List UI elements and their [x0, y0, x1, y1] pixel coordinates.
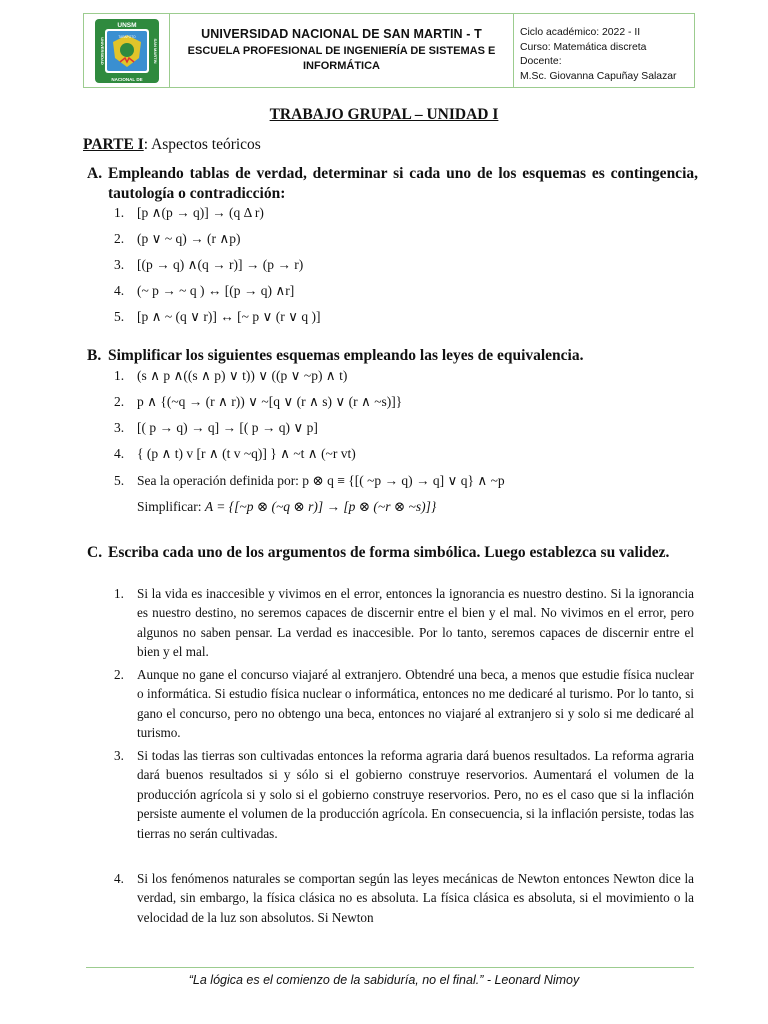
section-heading-text: Escriba cada uno de los argumentos de forma simbólica. Luego establezca su validez. [108, 544, 670, 561]
list-item: 3. [( p → q) → q] → [( p → q) ∨ p] [114, 420, 318, 435]
argument-item: 3. Si todas las tierras son cultivadas entonces la reforma agraria dará buenos resultados. La reforma agraria dará buenos resultados si y sólo si el gobierno construye reservorios. Aumentará el volumen de la producción agrícola si y solo si el gobierno construye reservorios. Pero, no es el caso que si la inflación persiste aumente el volumen de la producción agrícola. En consecuencia, si la inflación persiste, todas las tierras no serán cultivadas. [114, 748, 694, 841]
footer-quote: “La lógica es el comienzo de la sabiduría, no el final.” - Leonard Nimoy [188, 973, 580, 987]
parte-heading [83, 136, 261, 154]
argument-item: 4. Si los fenómenos naturales se comportan según las leyes mecánicas de Newton entonces Newton dice la verdad, sin embargo, la física clásica no es absoluta. La física clásica es absoluta, si el movimiento o la velocidad de la luz son absolutos. Si Newton [114, 871, 694, 925]
list-item: 4. (~ p → ~ q ) ↔ [(p → q) ∧r] [114, 283, 295, 298]
school-name: ESCUELA PROFESIONAL DE INGENIERÍA DE SISTEMAS E INFORMÁTICA [187, 45, 496, 72]
section-b-heading [83, 346, 698, 366]
argument-item: 1. Si la vida es inaccesible y vivimos en el error, entonces la ignorancia es nuestro destino. Si la ignorancia es nuestro destino, no seremos capaces de discernir entre el bien y el mal. No vivimos en el error, pero algunos no saben pensar. La verdad es inaccesible. Por lo tanto, seremos capaces de discernir entre el bien y el mal. [114, 586, 694, 660]
simplify-expression: A = {[~p ⊗ (~q ⊗ r)] → [p ⊗ (~r ⊗ ~s)]} [204, 499, 437, 514]
course-line: Curso: Matemática discreta [520, 41, 647, 53]
university-name: UNIVERSIDAD NACIONAL DE SAN MARTIN - T [201, 27, 482, 41]
footer-divider [86, 967, 694, 968]
svg-text:UNIVERSIDAD: UNIVERSIDAD [99, 36, 105, 65]
list-item: 3. [(p → q) ∧(q → r)] → (p → r) [114, 257, 304, 272]
section-heading-text: Simplificar los siguientes esquemas empleando las leyes de equivalencia. [108, 347, 584, 364]
list-item: 4. { (p ∧ t) v [r ∧ (t v ~q)] } ∧ ~t ∧ (~r vt) [114, 446, 356, 461]
list-item: 5. [p ∧ ~ (q ∨ r)] ↔ [~ p ∨ (r ∨ q )] [114, 309, 321, 324]
argument-item: 2. Aunque no gane el concurso viajaré al extranjero. Obtendré una beca, a menos que estudie física nuclear o informática. Si estudio física nuclear o informática, entonces no me dedicaré al turismo. Por lo tanto, si gano el concurso, pero no obtengo una beca, entonces no viajaré al extranjero si y solo si me dedicaré al turismo. [114, 667, 694, 741]
logo-cell [84, 14, 170, 87]
section-letter: B. [87, 347, 102, 364]
list-item: 1. [p ∧(p → q)] → (q Δ r) [114, 205, 264, 220]
svg-text:UNSM: UNSM [116, 21, 137, 29]
cycle-line: Ciclo académico: 2022 - II [520, 27, 641, 38]
parte-label: PARTE I [83, 136, 144, 153]
section-letter: C. [87, 544, 103, 561]
list-item: 2. p ∧ {(~q → (r ∧ r)) ∨ ~[q ∨ (r ∧ s) ∨ (r ∧ ~s)]} [114, 394, 403, 409]
simplify-line [114, 499, 436, 515]
svg-text:SAN MARTIN: SAN MARTIN [152, 37, 158, 64]
list-item: 2. (p ∨ ~ q) → (r ∧p) [114, 231, 241, 246]
list-item: 1. (s ∧ p ∧((s ∧ p) ∨ t)) ∨ ((p ∨ ~p) ∧ t) [114, 368, 348, 383]
section-letter: A. [87, 165, 103, 182]
list-item: 5. Sea la operación definida por: p ⊗ q ≡ {[( ~p → q) → q] ∨ q} ∧ ~p [114, 473, 505, 488]
teacher-label: Docente: [520, 56, 562, 67]
teacher-name: M.Sc. Giovanna Capuñay Salazar [520, 70, 677, 82]
section-heading-text: Empleando tablas de verdad, determinar si cada uno de los esquemas es contingencia, tautología o contradicción: [108, 165, 698, 202]
parte-text: : Aspectos teóricos [143, 136, 261, 153]
university-seal-logo [94, 18, 160, 84]
document-title: TRABAJO GRUPAL – UNIDAD I [269, 106, 499, 123]
course-info [514, 14, 694, 87]
section-c-heading [83, 543, 698, 563]
simplify-label: Simplificar: [137, 499, 202, 514]
institution-block [170, 14, 514, 87]
svg-text:NACIONAL DE: NACIONAL DE [110, 76, 143, 82]
section-a-heading [83, 164, 698, 204]
svg-text:TARAPOTO: TARAPOTO [117, 34, 136, 39]
document-header [83, 13, 695, 88]
